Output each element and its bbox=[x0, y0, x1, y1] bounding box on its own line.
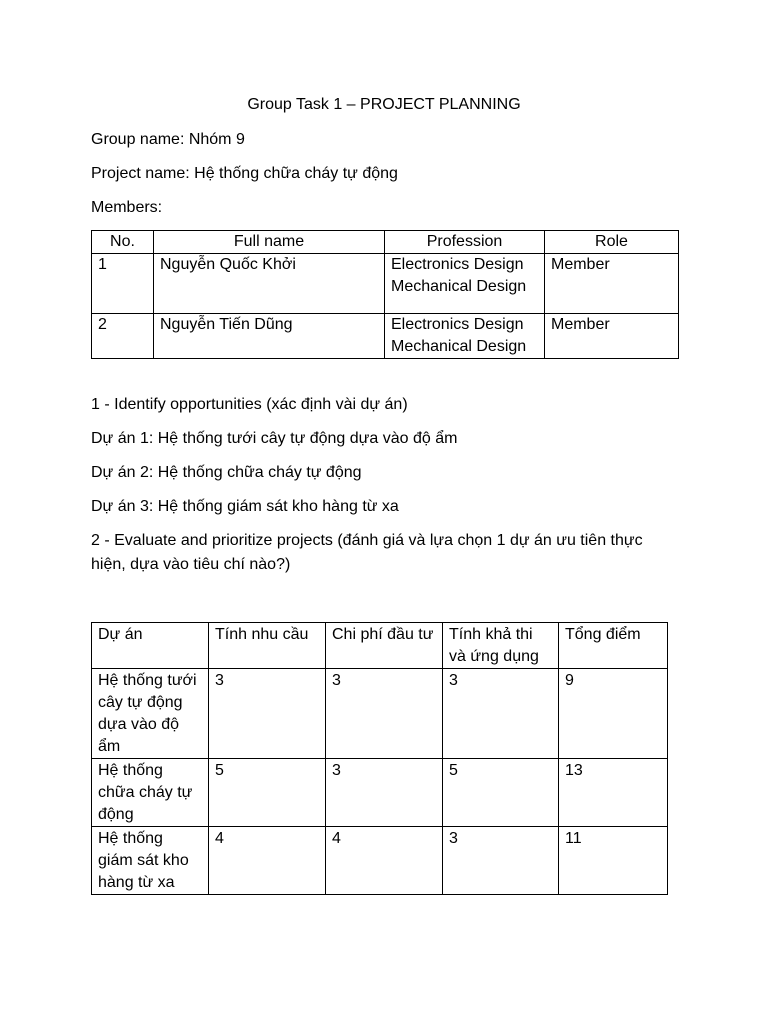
member-role: Member bbox=[545, 314, 679, 359]
demand-score: 5 bbox=[209, 759, 326, 827]
members-label: Members: bbox=[91, 199, 163, 216]
table-header-row bbox=[92, 231, 679, 254]
member-role: Member bbox=[545, 254, 679, 314]
total-score: 13 bbox=[559, 759, 668, 827]
column-header: Full name bbox=[154, 231, 385, 254]
column-header: Tổng điểm bbox=[559, 623, 668, 669]
profession-line: Mechanical Design bbox=[391, 338, 527, 355]
total-score: 11 bbox=[559, 827, 668, 895]
feasibility-score: 3 bbox=[443, 827, 559, 895]
member-name: Nguyễn Tiến Dũng bbox=[154, 314, 385, 359]
project-item: Dự án 1: Hệ thống tưới cây tự động dựa vào độ ẩm bbox=[91, 430, 458, 447]
member-profession bbox=[385, 314, 545, 359]
document-title: Group Task 1 – PROJECT PLANNING bbox=[247, 96, 521, 113]
column-header: Tính khả thi và ứng dụng bbox=[443, 623, 559, 669]
table-row bbox=[92, 827, 668, 895]
column-header: Profession bbox=[385, 231, 545, 254]
member-no: 2 bbox=[92, 314, 154, 359]
column-header: Chi phí đầu tư bbox=[326, 623, 443, 669]
cost-score: 4 bbox=[326, 827, 443, 895]
project-item: Dự án 2: Hệ thống chữa cháy tự động bbox=[91, 464, 362, 481]
demand-score: 4 bbox=[209, 827, 326, 895]
project-cell: Hệ thống chữa cháy tự động bbox=[92, 759, 209, 827]
feasibility-score: 5 bbox=[443, 759, 559, 827]
group-name: Group name: Nhóm 9 bbox=[91, 131, 245, 148]
cost-score: 3 bbox=[326, 669, 443, 759]
section-2-heading-line-2: hiện, dựa vào tiêu chí nào?) bbox=[91, 556, 291, 573]
total-score: 9 bbox=[559, 669, 668, 759]
section-1-heading: 1 - Identify opportunities (xác định vài dự án) bbox=[91, 396, 408, 413]
table-header-row bbox=[92, 623, 668, 669]
project-cell: Hệ thống tưới cây tự động dựa vào độ ẩm bbox=[92, 669, 209, 759]
table-row bbox=[92, 314, 679, 359]
column-header: No. bbox=[92, 231, 154, 254]
table-row bbox=[92, 759, 668, 827]
profession-line: Mechanical Design bbox=[391, 278, 527, 295]
table-row bbox=[92, 669, 668, 759]
column-header: Tính nhu cầu bbox=[209, 623, 326, 669]
member-no: 1 bbox=[92, 254, 154, 314]
member-name: Nguyễn Quốc Khởi bbox=[154, 254, 385, 314]
demand-score: 3 bbox=[209, 669, 326, 759]
project-item: Dự án 3: Hệ thống giám sát kho hàng từ xa bbox=[91, 498, 399, 515]
column-header: Role bbox=[545, 231, 679, 254]
members-table bbox=[91, 230, 679, 359]
table-row bbox=[92, 254, 679, 314]
feasibility-score: 3 bbox=[443, 669, 559, 759]
profession-line: Electronics Design bbox=[391, 316, 524, 333]
profession-line: Electronics Design bbox=[391, 256, 524, 273]
column-header: Dự án bbox=[92, 623, 209, 669]
section-2-heading-line-1: 2 - Evaluate and prioritize projects (đánh giá và lựa chọn 1 dự án ưu tiên thực bbox=[91, 532, 643, 549]
member-profession bbox=[385, 254, 545, 314]
evaluation-table bbox=[91, 622, 668, 895]
project-cell: Hệ thống giám sát kho hàng từ xa bbox=[92, 827, 209, 895]
project-name: Project name: Hệ thống chữa cháy tự động bbox=[91, 165, 398, 182]
cost-score: 3 bbox=[326, 759, 443, 827]
